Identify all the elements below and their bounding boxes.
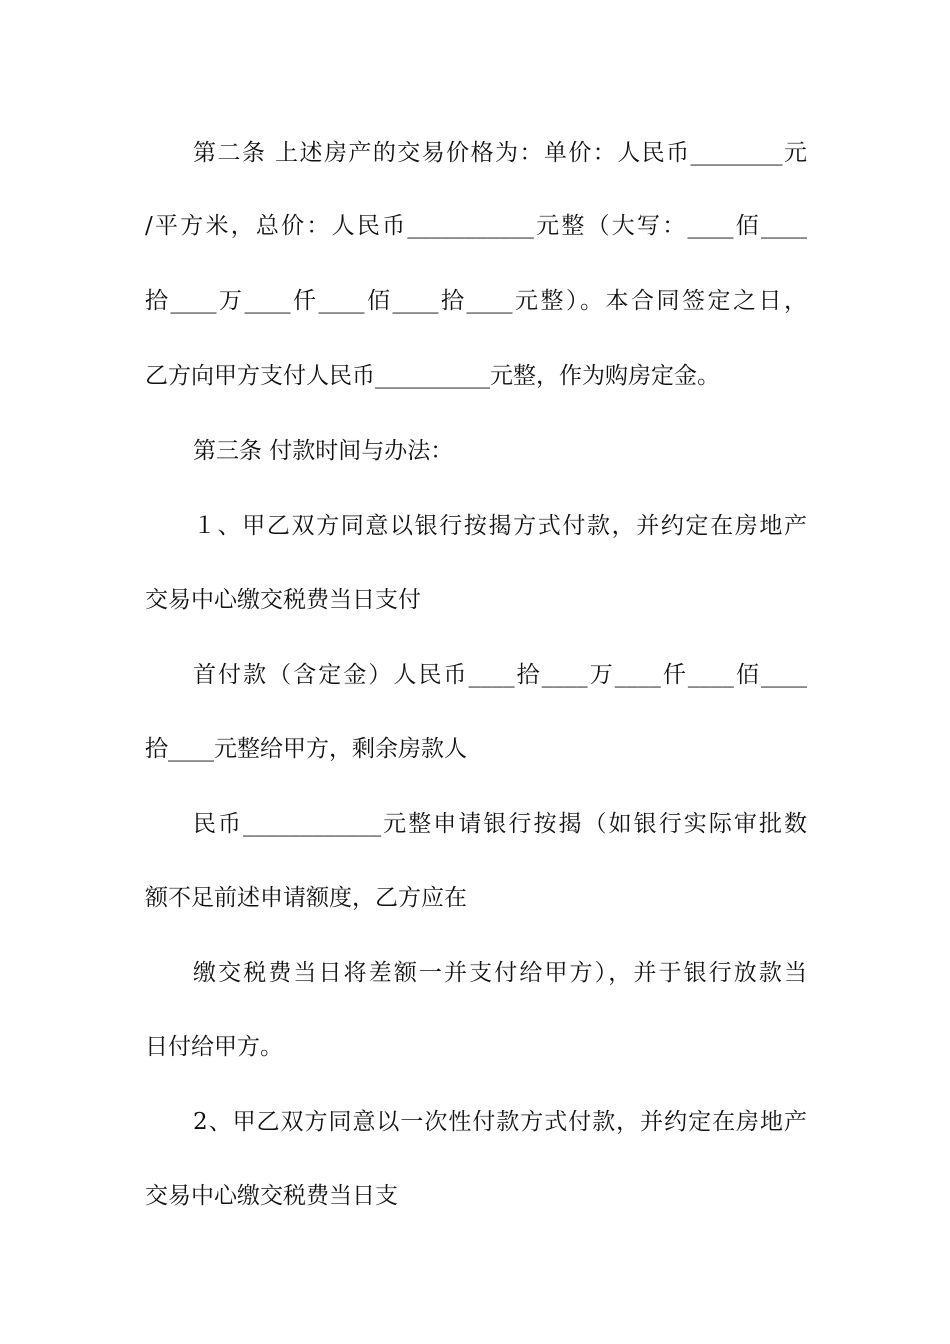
article-3-heading: 第三条 付款时间与办法： xyxy=(193,438,454,464)
difference-line-2: 日付给甲方。 xyxy=(145,1034,283,1060)
down-payment-line-1: 首付款（含定金）人民币____拾____万____仟____佰____ xyxy=(193,662,807,688)
article-2-line-2: /平方米，总价：人民币___________元整（大写：____佰____ xyxy=(145,213,807,239)
article-2-line-3: 拾____万____仟____佰____拾____元整）。本合同签定之日， xyxy=(145,288,807,314)
difference-line-1: 缴交税费当日将差额一并支付给甲方），并于银行放款当 xyxy=(193,960,807,986)
down-payment-line-2: 拾____元整给甲方，剩余房款人 xyxy=(145,736,467,762)
article-2-line-4: 乙方向甲方支付人民币__________元整，作为购房定金。 xyxy=(145,363,720,389)
clause-2-line-1: 2、甲乙双方同意以一次性付款方式付款，并约定在房地产 xyxy=(193,1109,807,1135)
clause-1-line-1: １、甲乙双方同意以银行按揭方式付款，并约定在房地产 xyxy=(193,513,807,539)
mortgage-line-1: 民币____________元整申请银行按揭（如银行实际审批数 xyxy=(193,811,807,837)
clause-1-line-2: 交易中心缴交税费当日支付 xyxy=(145,587,421,613)
article-2-line-1: 第二条 上述房产的交易价格为：单价：人民币________元 xyxy=(193,140,807,166)
mortgage-line-2: 额不足前述申请额度，乙方应在 xyxy=(145,885,467,911)
clause-2-line-2: 交易中心缴交税费当日支 xyxy=(145,1183,398,1209)
